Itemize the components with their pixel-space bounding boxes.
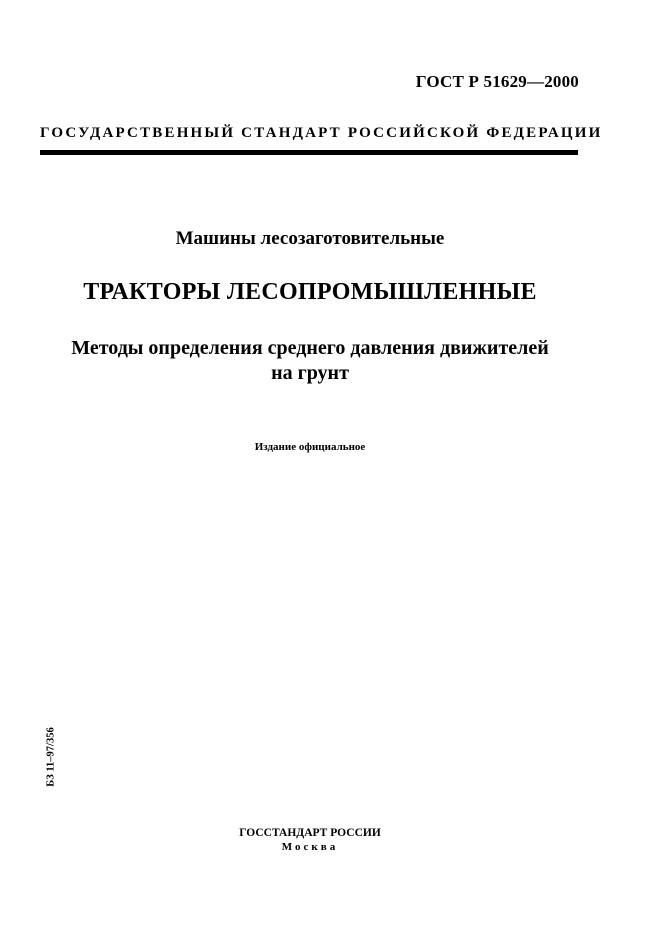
main-title: ТРАКТОРЫ ЛЕСОПРОМЫШЛЕННЫЕ bbox=[83, 279, 537, 305]
city: Москва bbox=[281, 841, 339, 853]
subtitle-line-2: на грунт bbox=[271, 362, 349, 384]
category-title: Машины лесозаготовительные bbox=[175, 228, 445, 249]
side-code: БЗ 11–97/356 bbox=[45, 727, 57, 787]
header-rule bbox=[40, 150, 578, 155]
state-standard-heading: ГОСУДАРСТВЕННЫЙ СТАНДАРТ РОССИЙСКОЙ ФЕДЕРАЦИИ bbox=[40, 125, 603, 141]
subtitle-line-1: Методы определения среднего давления движителей bbox=[71, 337, 549, 359]
edition-label: Издание официальное bbox=[254, 441, 366, 453]
subtitle bbox=[0, 336, 620, 386]
document-number: ГОСТ Р 51629—2000 bbox=[415, 72, 579, 91]
publisher: ГОССТАНДАРТ РОССИИ bbox=[239, 827, 381, 839]
